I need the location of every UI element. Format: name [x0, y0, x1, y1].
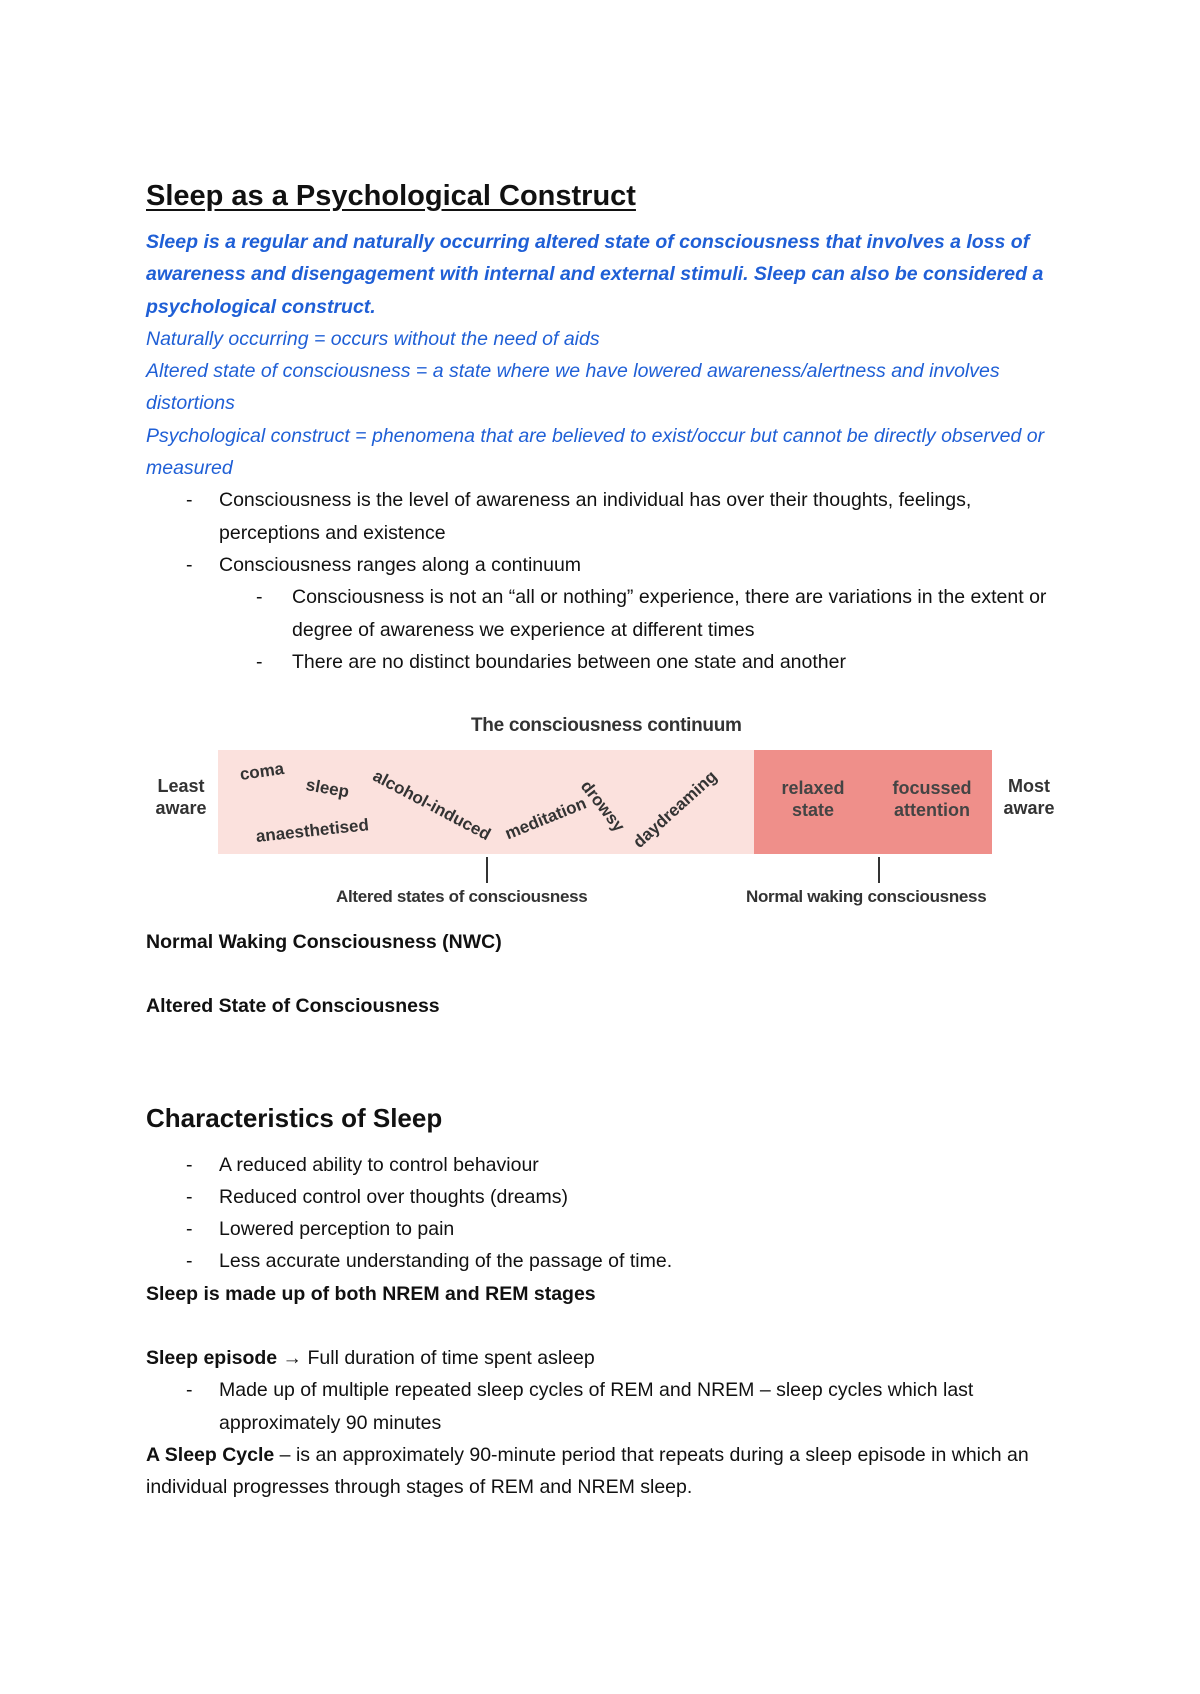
state-text: state [791, 800, 835, 820]
most-label: Most [1008, 776, 1050, 796]
least-aware-label [146, 775, 216, 819]
page-title: Sleep as a Psychological Construct [146, 180, 636, 212]
continuum-sub-list [146, 581, 1066, 678]
most-aware-label [994, 775, 1064, 819]
list-item: - Less accurate understanding of the passage of time. [146, 1245, 1066, 1277]
term-naturally-occurring: Naturally occurring = occurs without the need of aids [146, 327, 600, 350]
list-item: - Reduced control over thoughts (dreams) [146, 1181, 1066, 1213]
section-characteristics [146, 926, 1066, 1504]
relaxed-text: relaxed [781, 778, 845, 798]
aware-label: aware [155, 798, 207, 818]
consciousness-continuum-diagram [146, 715, 1066, 915]
list-item: - Consciousness is not an “all or nothing” experience, there are variations in the extent or degree of awareness we experience at different times [146, 581, 1066, 646]
word-focussed-attention [872, 777, 992, 821]
characteristics-list [146, 1149, 1066, 1278]
term-psychological-construct: Psychological construct = phenomena that are believed to exist/occur but cannot be directly observed or measured [146, 424, 1045, 480]
consciousness-list [146, 484, 1066, 581]
list-item: - Consciousness is the level of awareness an individual has over their thoughts, feelings, perceptions and existence [146, 484, 1066, 549]
episode-list [146, 1374, 1066, 1439]
heading-asc: Altered State of Consciousness [146, 995, 440, 1018]
word-alcohol-induced: alcohol-induced [369, 766, 494, 845]
sleep-cycle-def: – is an approximately 90-minute period that repeats during a sleep episode in which an individual progresses through stages of REM and NREM sleep. [146, 1443, 1029, 1499]
list-item: - A reduced ability to control behaviour [146, 1149, 1066, 1181]
heading-nwc: Normal Waking Consciousness (NWC) [146, 931, 502, 953]
attention-text: attention [894, 800, 970, 820]
sleep-episode-def: → Full duration of time spent asleep [277, 1347, 595, 1370]
altered-states-caption: Altered states of consciousness [336, 887, 588, 906]
least-label: Least [157, 776, 205, 796]
list-item: - Lowered perception to pain [146, 1213, 1066, 1245]
sleep-episode-term: Sleep episode [146, 1347, 278, 1370]
stages-note: Sleep is made up of both NREM and REM stages [146, 1282, 596, 1305]
nwc-tick [878, 857, 880, 883]
list-item: - There are no distinct boundaries between one state and another [146, 646, 1066, 678]
nwc-caption: Normal waking consciousness [746, 887, 987, 906]
word-daydreaming: daydreaming [629, 766, 721, 852]
diagram-title: The consciousness continuum [471, 715, 742, 736]
focussed-text: focussed [892, 778, 972, 798]
sleep-cycle-line [146, 1439, 1066, 1504]
word-relaxed-state [758, 777, 868, 821]
list-item: - Made up of multiple repeated sleep cycles of REM and NREM – sleep cycles which last approximately 90 minutes [146, 1374, 1066, 1439]
characteristics-title: Characteristics of Sleep [146, 1102, 443, 1133]
aware-label: aware [1003, 798, 1055, 818]
altered-tick [486, 857, 488, 883]
sleep-definition: Sleep is a regular and naturally occurring altered state of consciousness that involves a loss of awareness and disengagement with internal and external stimuli. Sleep can also be considered a psychological construct. [146, 231, 1044, 318]
word-anaesthetised: anaesthetised [254, 815, 370, 846]
term-altered-state: Altered state of consciousness = a state where we have lowered awareness/alertness and involves distortions [146, 360, 1000, 415]
sleep-cycle-term: A Sleep Cycle [146, 1443, 275, 1466]
list-item: - Consciousness ranges along a continuum [146, 549, 1066, 581]
sleep-episode-line [146, 1342, 1066, 1374]
word-drowsy: drowsy [576, 776, 629, 836]
word-coma: coma [238, 758, 286, 784]
word-sleep: sleep [304, 775, 351, 802]
word-meditation: meditation [502, 793, 590, 844]
section-sleep-construct [146, 178, 1066, 678]
